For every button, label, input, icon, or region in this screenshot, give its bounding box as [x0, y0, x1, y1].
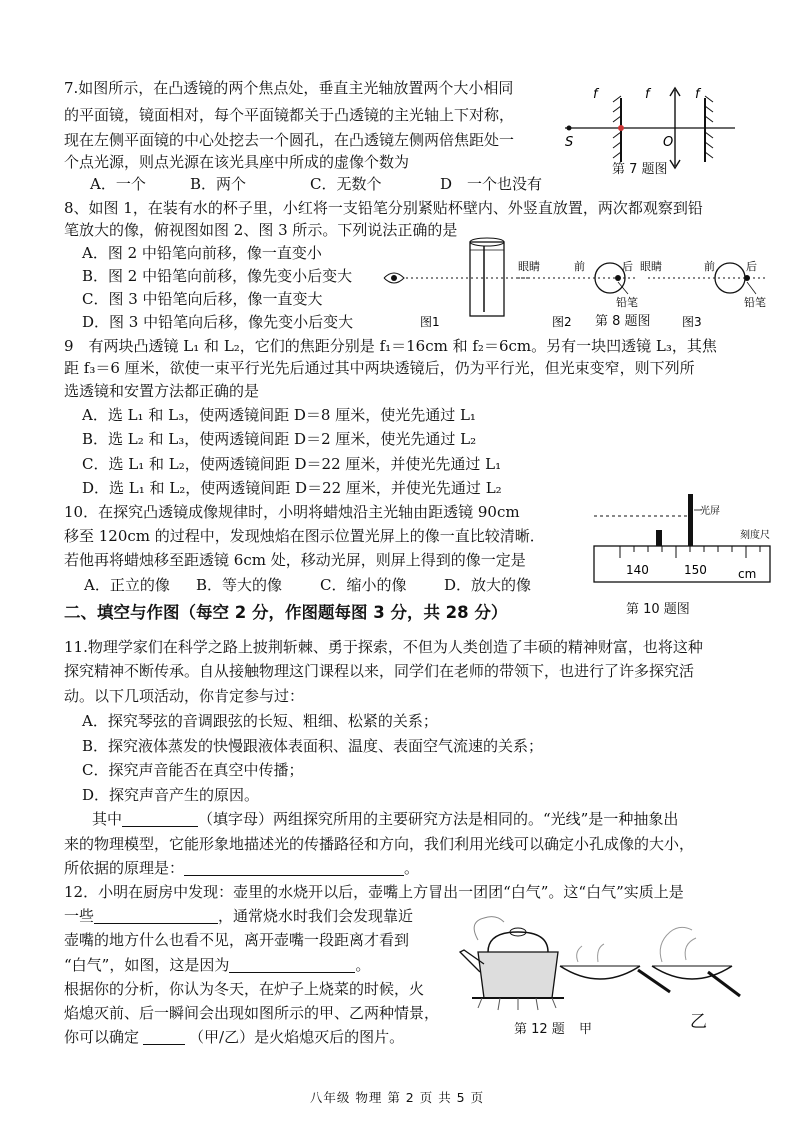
q11-line-3: 动。以下几项活动，你肯定参与过：: [64, 687, 305, 705]
q11-paragraph-line-1: [92, 809, 678, 829]
q8-label-front-2: 前: [574, 260, 585, 273]
q7-line-2: 的平面镜，镜面相对，每个平面镜都关于凸透镜的主光轴上下对称，: [64, 106, 515, 124]
q9-option-a: A．选 L₁ 和 L₃，使两透镜间距 D＝8 厘米，使光先通过 L₁: [82, 406, 476, 424]
q7-label-f1: f: [593, 87, 598, 102]
q11-option-d: D．探究声音产生的原因。: [82, 786, 260, 804]
q11-paragraph-line-3: [64, 858, 419, 878]
q8-figure: [378, 228, 778, 338]
q8-line-2: 笔放大的像，俯视图如图 2、图 3 所示。下列说法正确的是: [64, 221, 458, 239]
q11-option-c: C．探究声音能否在真空中传播；: [82, 761, 304, 779]
q12-blank-substance[interactable]: [94, 908, 218, 924]
q8-label-front-3: 前: [704, 260, 715, 273]
q10-line-2: 移至 120cm 的过程中，发现烛焰在图示位置光屏上的像一直比较清晰．: [64, 527, 545, 545]
q10-option-c: C．缩小的像: [320, 576, 407, 594]
q7-option-a: A．一个: [90, 175, 146, 193]
q12-line-1: 12．小明在厨房中发现：壶里的水烧开以后，壶嘴上方冒出一团团“白气”。这“白气”实质上是: [64, 883, 684, 901]
q10-tick-150: 150: [684, 563, 707, 577]
q10-label-ruler: 刻度尺: [740, 530, 770, 541]
q7-line-4: 个点光源，则点光源在该光具座中所成的虚像个数为: [64, 153, 410, 171]
q7-label-f2: f: [645, 87, 650, 102]
q8-label-pencil-3: 铅笔: [744, 296, 766, 309]
q12-text-near-spout: ，通常烧水时我们会发现靠近: [218, 907, 414, 925]
q7-figure-caption: 第 7 题图: [612, 162, 668, 177]
q12-text-yixie: 一些: [64, 907, 95, 925]
q7-line-3: 现在左侧平面镜的中心处挖去一个圆孔，在凸透镜左侧两倍焦距处一: [64, 131, 515, 149]
q10-line-3: 若他再将蜡烛移至距透镜 6cm 处，移动光屏，则屏上得到的像一定是: [64, 551, 526, 569]
q7-label-f3: f: [695, 87, 700, 102]
q12-caption-text: 第 12 题: [514, 1022, 565, 1037]
q11-blank-principle[interactable]: [184, 860, 404, 876]
q9-option-d: D．选 L₁ 和 L₂，使两透镜间距 D＝22 厘米，并使光先通过 L₂: [82, 479, 502, 497]
q8-figure-caption: 第 8 题图: [595, 314, 651, 329]
q12-blank-reason[interactable]: [229, 957, 355, 973]
q12-text-confirm: 你可以确定: [64, 1028, 140, 1046]
q12-figure-caption: [514, 1020, 592, 1040]
q12-text-after: （甲/乙）是火焰熄灭后的图片。: [189, 1028, 405, 1046]
q10-option-b: B．等大的像: [196, 576, 283, 594]
q7-option-c: C．无数个: [310, 175, 382, 193]
q8-line-1: 8、如图 1，在装有水的杯子里，小红将一支铅笔分别紧贴杯壁内、外竖直放置，两次都观察到铅: [64, 199, 703, 217]
q8-label-eye-2: 眼睛: [518, 260, 540, 273]
q12-text-because: “白气”，如图，这是因为: [64, 956, 230, 974]
q8-option-a: A．图 2 中铅笔向前移，像一直变小: [82, 244, 322, 262]
q8-label-fig1: 图1: [420, 315, 440, 329]
q8-option-c: C．图 3 中铅笔向后移，像一直变大: [82, 290, 323, 308]
q8-label-fig3: 图3: [682, 315, 702, 329]
q11-paragraph-line-2: 来的物理模型，它能形象地描述光的传播路径和方向，我们利用光线可以确定小孔成像的大小，: [64, 835, 695, 853]
q12-label-yi: 乙: [690, 1012, 707, 1032]
q12-line-7: [64, 1027, 404, 1047]
q10-figure: [590, 488, 780, 598]
page-footer: 八年级 物理 第 2 页 共 5 页: [309, 1090, 485, 1105]
q11-line-2: 探究精神不断传承。自从接触物理这门课程以来，同学们在老师的带领下，也进行了许多探究活: [64, 662, 695, 680]
q8-label-back-3: 后: [746, 260, 757, 273]
q9-option-c: C．选 L₁ 和 L₂，使两透镜间距 D＝22 厘米，并使光先通过 L₁: [82, 455, 502, 473]
q12-text-period: 。: [355, 956, 371, 974]
q7-option-b: B．两个: [190, 175, 247, 193]
q12-blank-choice[interactable]: [143, 1029, 185, 1045]
q10-figure-caption: 第 10 题图: [626, 602, 690, 617]
q10-label-screen: 光屏: [700, 506, 720, 517]
q10-unit: cm: [738, 567, 757, 581]
q8-option-d: D．图 3 中铅笔向后移，像先变小后变大: [82, 313, 354, 331]
q7-label-o: O: [663, 135, 674, 150]
q11-line-1: 11.物理学家们在科学之路上披荆斩棘、勇于探索，不但为人类创造了丰硕的精神财富，也将这种: [64, 638, 703, 656]
q11-option-b: B．探究液体蒸发的快慢跟液体表面积、温度、表面空气流速的关系；: [82, 737, 544, 755]
q7-label-s: S: [565, 135, 574, 150]
q12-line-6: 焰熄灭前、后一瞬间会出现如图所示的甲、乙两种情景，: [64, 1004, 440, 1022]
q9-line-1: 9 有两块凸透镜 L₁ 和 L₂，它们的焦距分别是 f₁＝16cm 和 f₂＝6cm。另有一块凹透镜 L₃，其焦: [64, 337, 717, 355]
q11-text-principle: 所依据的原理是：: [64, 859, 185, 877]
q12-label-jia: 甲: [578, 1022, 592, 1037]
q12-line-5: 根据你的分析，你认为冬天，在炉子上烧菜的时候，火: [64, 980, 425, 998]
q11-text-end: 。: [404, 859, 420, 877]
q10-option-a: A．正立的像: [84, 576, 170, 594]
q7-line-1: 7.如图所示，在凸透镜的两个焦点处，垂直主光轴放置两个大小相同: [64, 79, 514, 97]
q8-label-pencil-2: 铅笔: [616, 296, 638, 309]
q12-line-3: 壶嘴的地方什么也看不见，离开壶嘴一段距离才看到: [64, 931, 410, 949]
q7-option-d: D 一个也没有: [440, 175, 543, 193]
q11-text-qizhong: 其中: [92, 810, 123, 828]
q11-blank-letters[interactable]: [122, 811, 198, 827]
q12-figure: [448, 912, 748, 1022]
q9-line-3: 选透镜和安置方法都正确的是: [64, 382, 260, 400]
q8-label-fig2: 图2: [552, 315, 572, 329]
q8-option-b: B．图 2 中铅笔向前移，像先变小后变大: [82, 267, 353, 285]
q12-line-4: [64, 955, 370, 975]
q10-option-d: D．放大的像: [444, 576, 532, 594]
section-2-heading: 二、填空与作图（每空 2 分，作图题每图 3 分，共 28 分）: [64, 603, 508, 622]
q8-label-back-2: 后: [622, 260, 633, 273]
q11-option-a: A．探究琴弦的音调跟弦的长短、粗细、松紧的关系；: [82, 712, 438, 730]
q12-line-2: [64, 906, 413, 926]
q9-option-b: B．选 L₂ 和 L₃，使两透镜间距 D＝2 厘米，使光先通过 L₂: [82, 430, 477, 448]
q9-line-2: 距 f₃＝6 厘米，欲使一束平行光先后通过其中两块透镜后，仍为平行光，但光束变窄，则下列所: [64, 359, 695, 377]
q10-tick-140: 140: [626, 563, 649, 577]
q10-line-1: 10．在探究凸透镜成像规律时，小明将蜡烛沿主光轴由距透镜 90cm: [64, 503, 520, 521]
q8-label-eye-3: 眼睛: [640, 260, 662, 273]
q11-text-method: （填字母）两组探究所用的主要研究方法是相同的。“光线”是一种抽象出: [198, 810, 679, 828]
